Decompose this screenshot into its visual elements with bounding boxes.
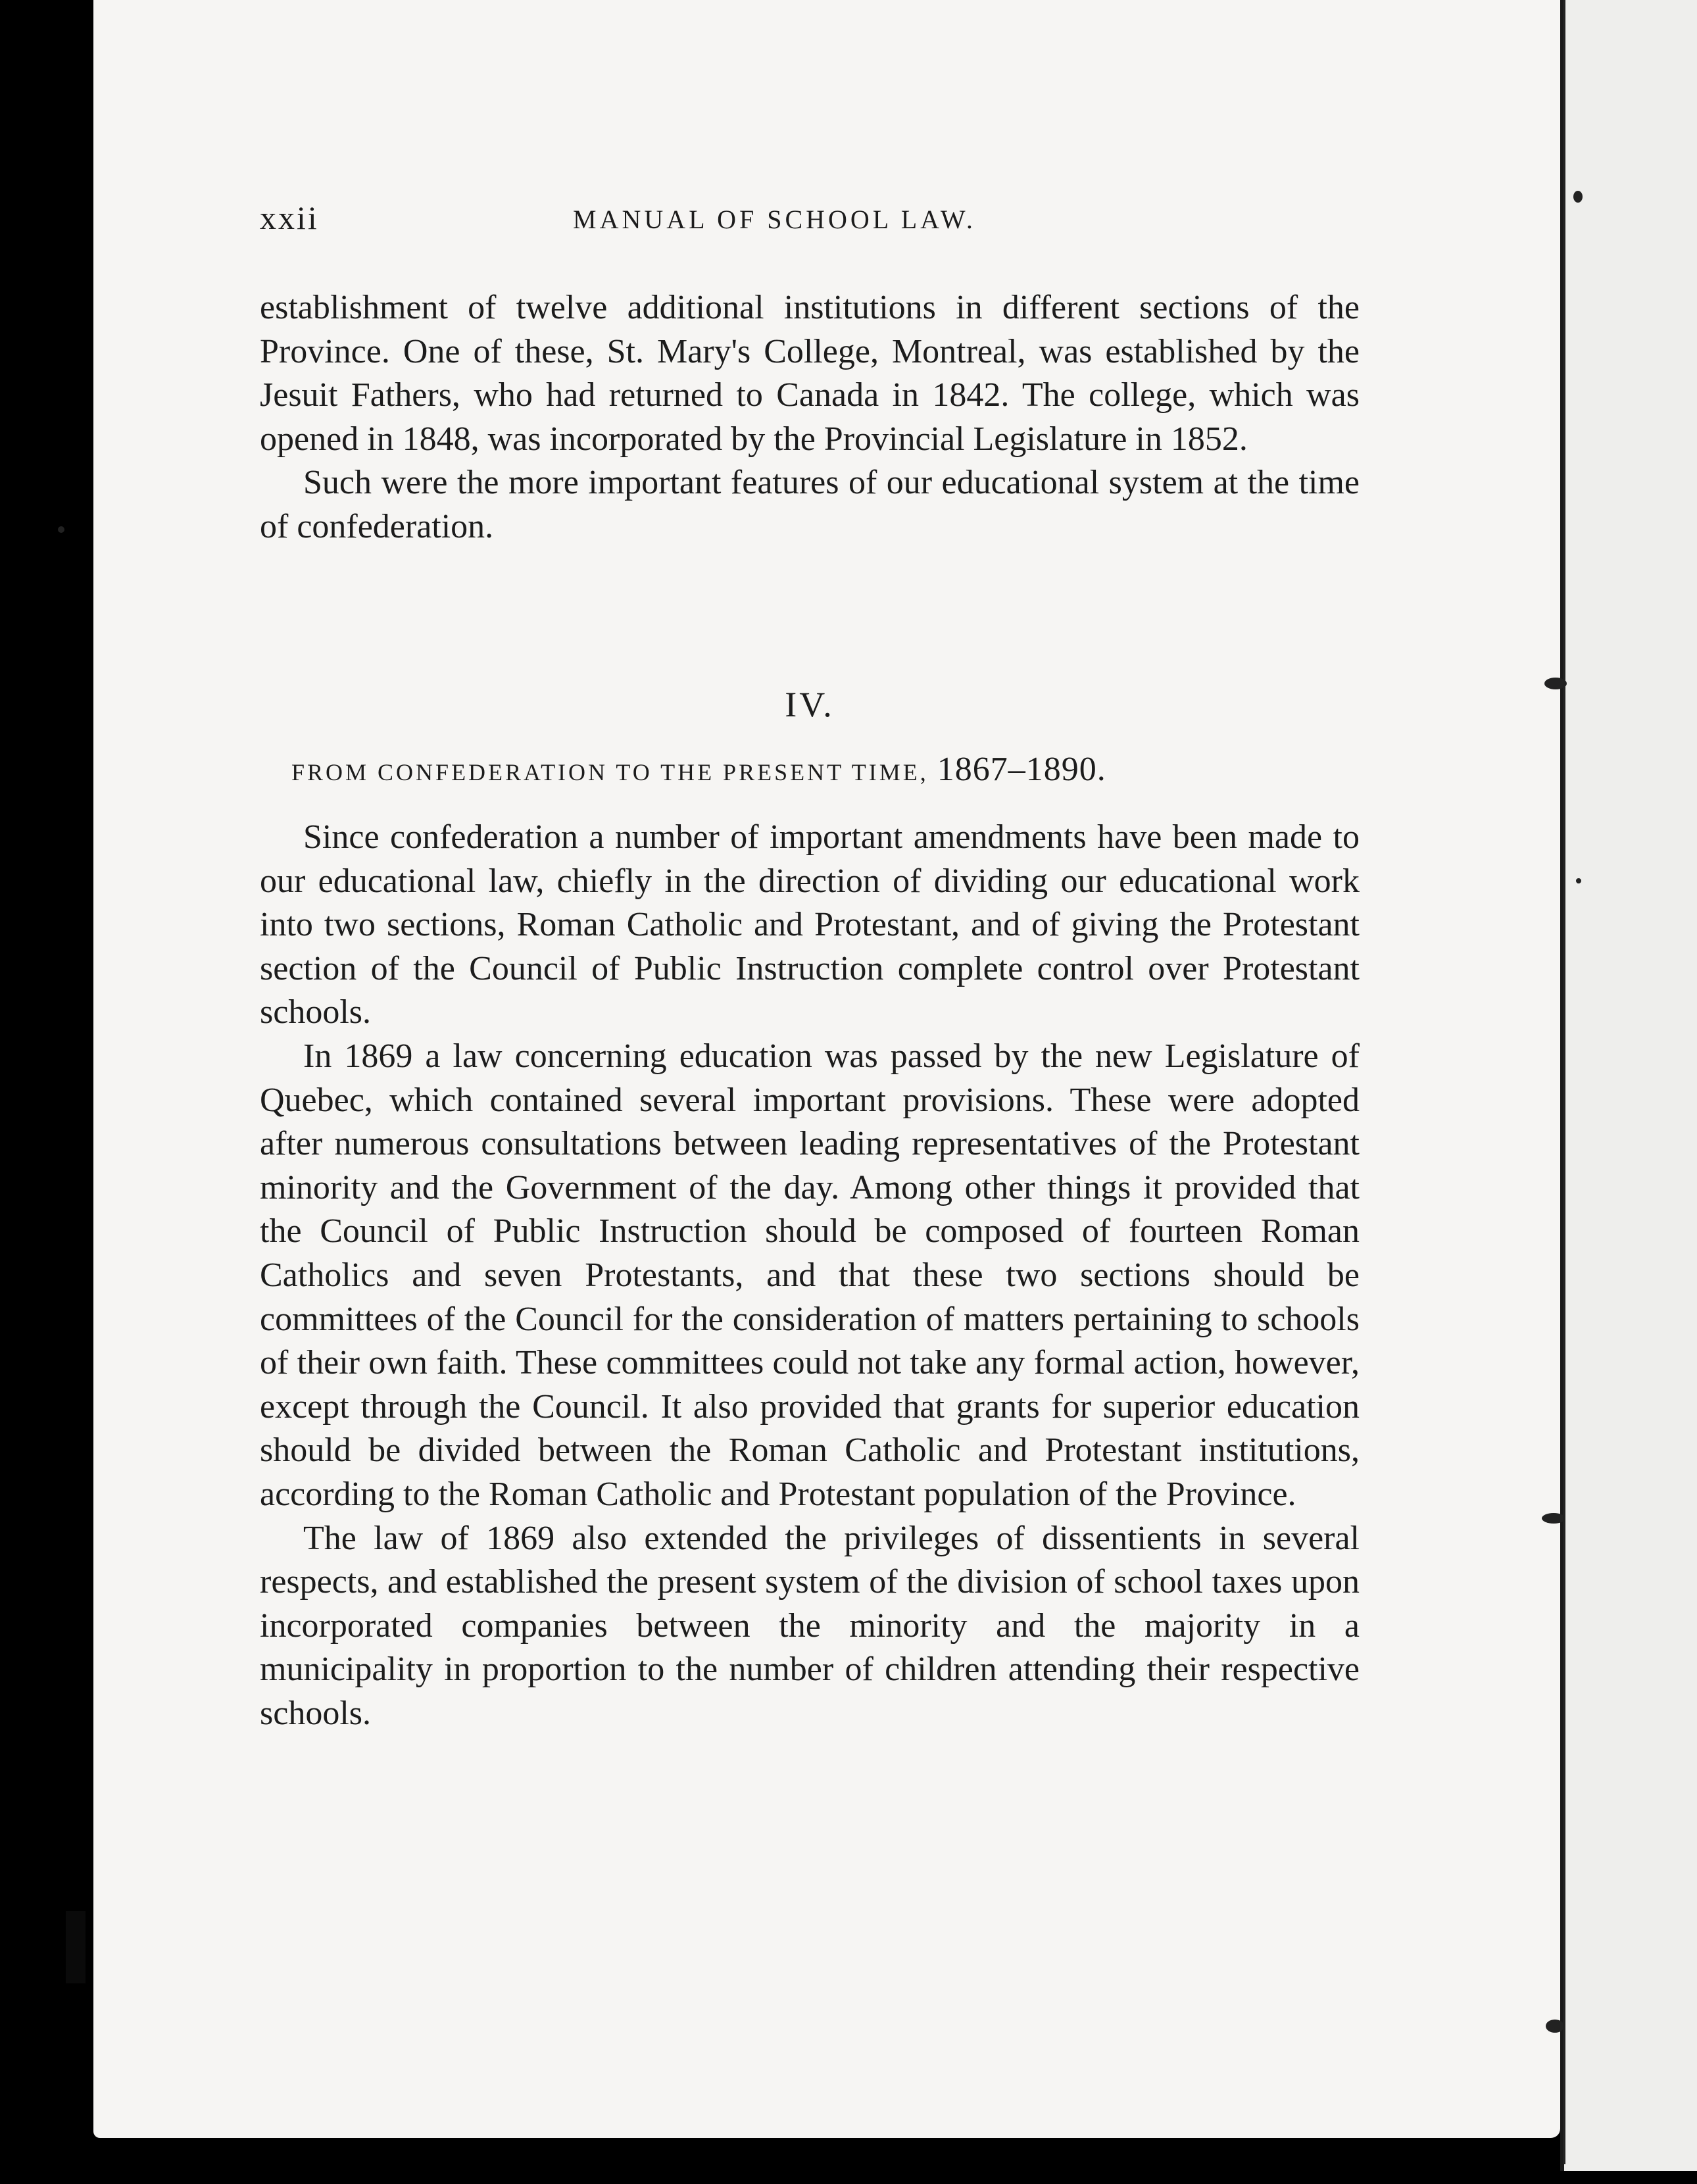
scan-edge-mark <box>66 1911 86 1983</box>
paragraph: Since confederation a number of important amendments have been made to our educational law, chiefly in the direction of dividing our educational work into two sections, Roman Catholic and Protestant, and of giving the Protestant section of the Council of Public Instruction complete control over Protestant schools. <box>260 818 1360 1031</box>
paragraph: In 1869 a law concerning education was passed by the new Legislature of Quebec, which contained several important provisions. These were adopted after numerous consultations between leading representatives of the Protestant minority and the Government of the day. Among other things it provided that the Council of Public Instruction should be composed of fourteen Roman Catholics and seven Protestants, and that these two sections should be committees of the Council for the consideration of matters pertaining to schools of their own faith. These committees could not take any formal action, however, except through the Council. It also provided that grants for superior education should be divided between the Roman Catholic and Protestant institutions, according to the Roman Catholic and Protestant population of the Province. <box>260 1037 1360 1513</box>
running-title: MANUAL OF SCHOOL LAW. <box>573 205 976 234</box>
paragraph: The law of 1869 also extended the privileges of dissentients in several respects, and established the present system of the division of school taxes upon incorporated companies between the minority and the majority in a municipality in proportion to the number of children attending their respective schools. <box>260 1519 1360 1732</box>
scan-speck <box>1546 2020 1564 2033</box>
section-heading <box>291 750 1344 789</box>
scan-speck <box>58 526 64 533</box>
section-heading-text: FROM CONFEDERATION TO THE PRESENT TIME, <box>291 759 929 785</box>
binding-edge-line <box>1563 0 1565 2164</box>
scan-speck <box>1573 191 1583 203</box>
scan-speck <box>1542 1513 1565 1524</box>
text-block-before-section <box>260 286 1360 549</box>
text-block-after-section <box>260 816 1360 1735</box>
running-head <box>260 199 1360 238</box>
paragraph: Such were the more important features of our educational system at the time of confederation. <box>260 464 1360 545</box>
facing-page-edge <box>1560 0 1697 2171</box>
scan-speck <box>1544 678 1567 689</box>
scan-speck <box>1576 878 1581 883</box>
paragraph: establishment of twelve additional institutions in different sections of the Province. One of these, St. Mary's College, Montreal, was established by the Jesuit Fathers, who had returned to Canada in 1842. The college, which was opened in 1848, was incorporated by the Provincial Legislature in 1852. <box>260 289 1360 458</box>
section-heading-dates: 1867–1890. <box>937 751 1106 788</box>
section-number: IV. <box>785 685 835 724</box>
page-number: xxii <box>260 199 319 236</box>
